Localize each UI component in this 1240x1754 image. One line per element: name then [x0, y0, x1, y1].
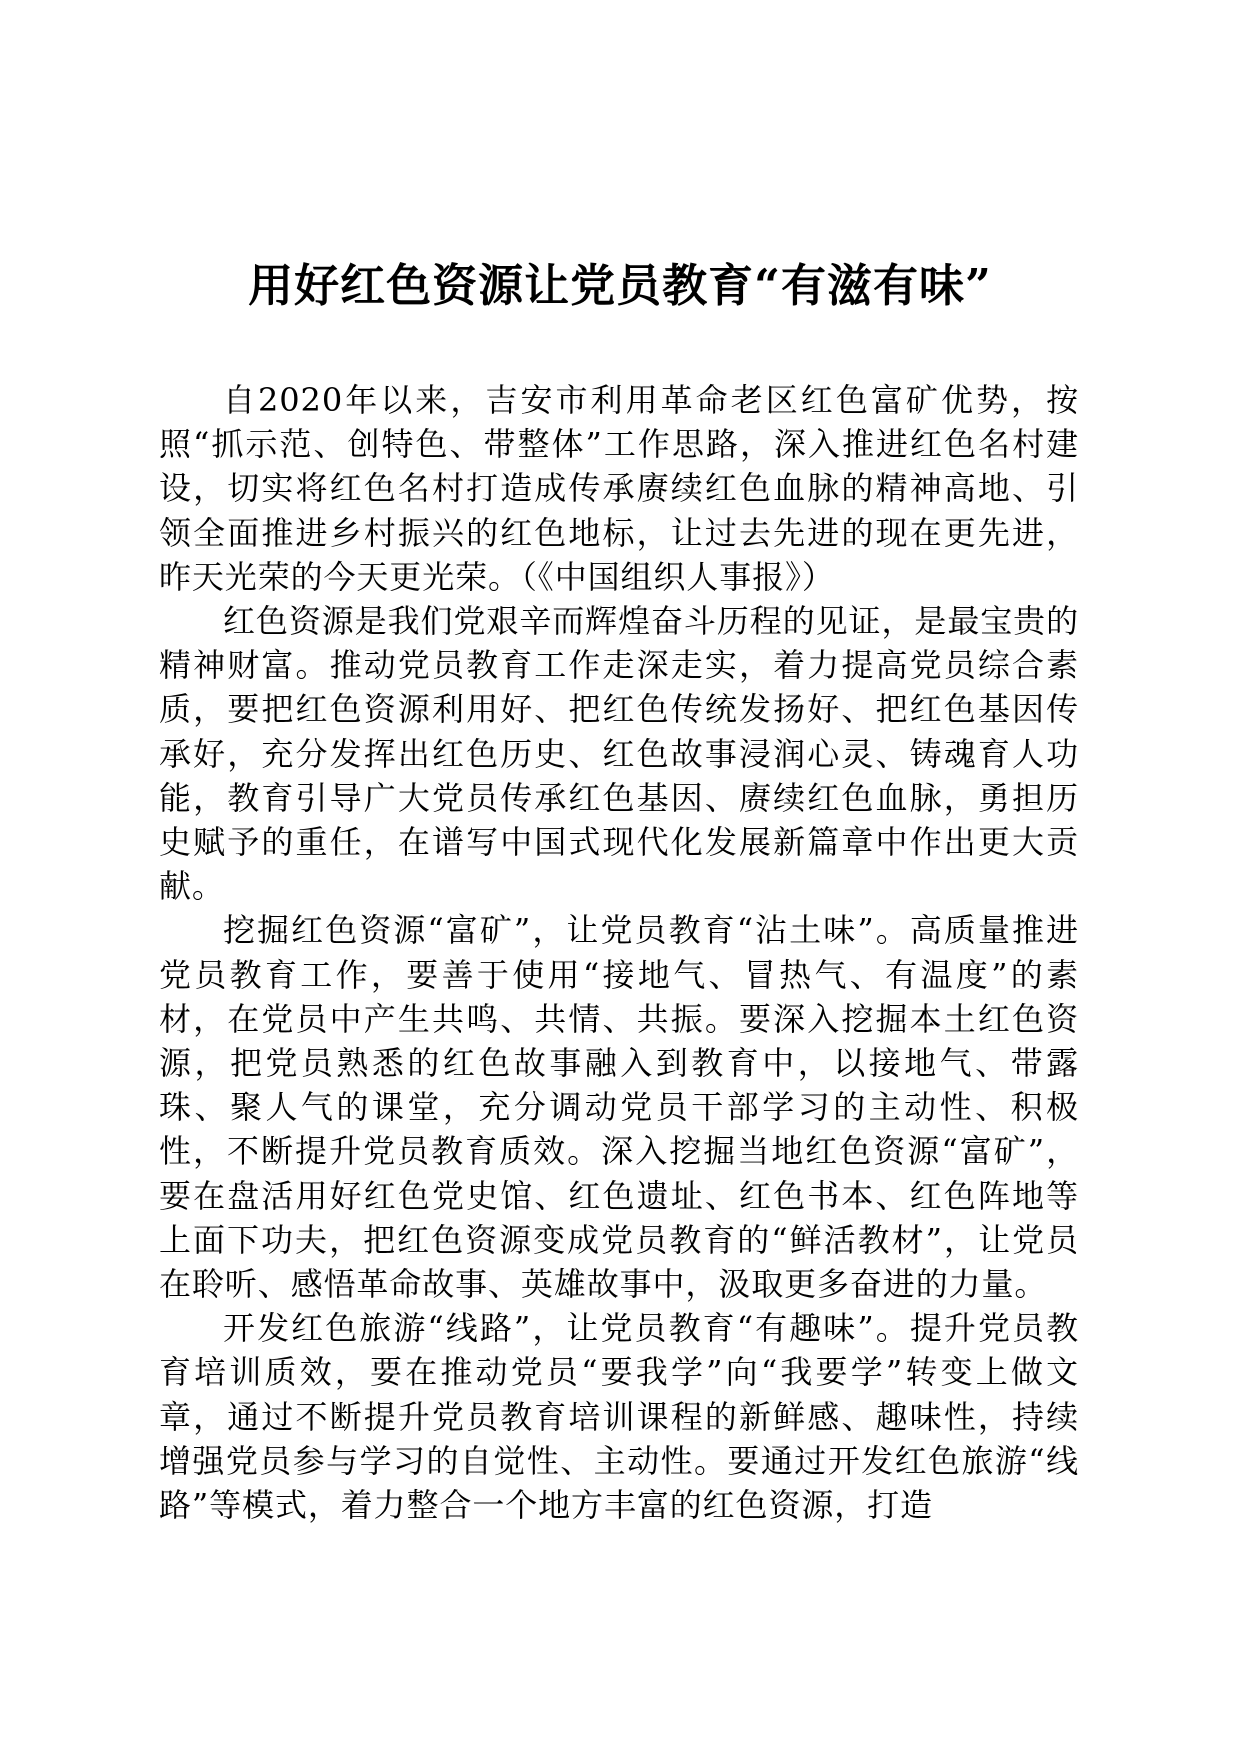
document-title: 用好红色资源让党员教育“有滋有味” [248, 259, 992, 312]
paragraph: 红色资源是我们党艰辛而辉煌奋斗历程的见证，是最宝贵的精神财富。推动党员教育工作走深走实，着力提高党员综合素质，要把红色资源利用好、把红色传统发扬好、把红色基因传承好，充分发挥出红色历史、红色故事浸润心灵、铸魂育人功能，教育引导广大党员传承红色基因、赓续红色血脉，勇担历史赋予的重任，在谱写中国式现代化发展新篇章中作出更大贡献。 [159, 602, 1079, 906]
paragraph: 开发红色旅游“线路”，让党员教育“有趣味”。提升党员教育培训质效，要在推动党员“要我学”向“我要学”转变上做文章，通过不断提升党员教育培训课程的新鲜感、趣味性，持续增强党员参与学习的自觉性、主动性。要通过开发红色旅游“线路”等模式，着力整合一个地方丰富的红色资源，打造 [159, 1309, 1079, 1525]
document-body [159, 378, 1079, 1527]
paragraph: 挖掘红色资源“富矿”，让党员教育“沾土味”。高质量推进党员教育工作，要善于使用“接地气、冒热气、有温度”的素材，在党员中产生共鸣、共情、共振。要深入挖掘本土红色资源，把党员熟悉的红色故事融入到教育中，以接地气、带露珠、聚人气的课堂，充分调动党员干部学习的主动性、积极性，不断提升党员教育质效。深入挖掘当地红色资源“富矿”，要在盘活用好红色党史馆、红色遗址、红色书本、红色阵地等上面下功夫，把红色资源变成党员教育的“鲜活教材”，让党员在聆听、感悟革命故事、英雄故事中，汲取更多奋进的力量。 [159, 911, 1079, 1304]
paragraph: 自2020年以来，吉安市利用革命老区红色富矿优势，按照“抓示范、创特色、带整体”工作思路，深入推进红色名村建设，切实将红色名村打造成传承赓续红色血脉的精神高地、引领全面推进乡村振兴的红色地标，让过去先进的现在更先进，昨天光荣的今天更光荣。（《中国组织人事报》） [159, 381, 1079, 596]
